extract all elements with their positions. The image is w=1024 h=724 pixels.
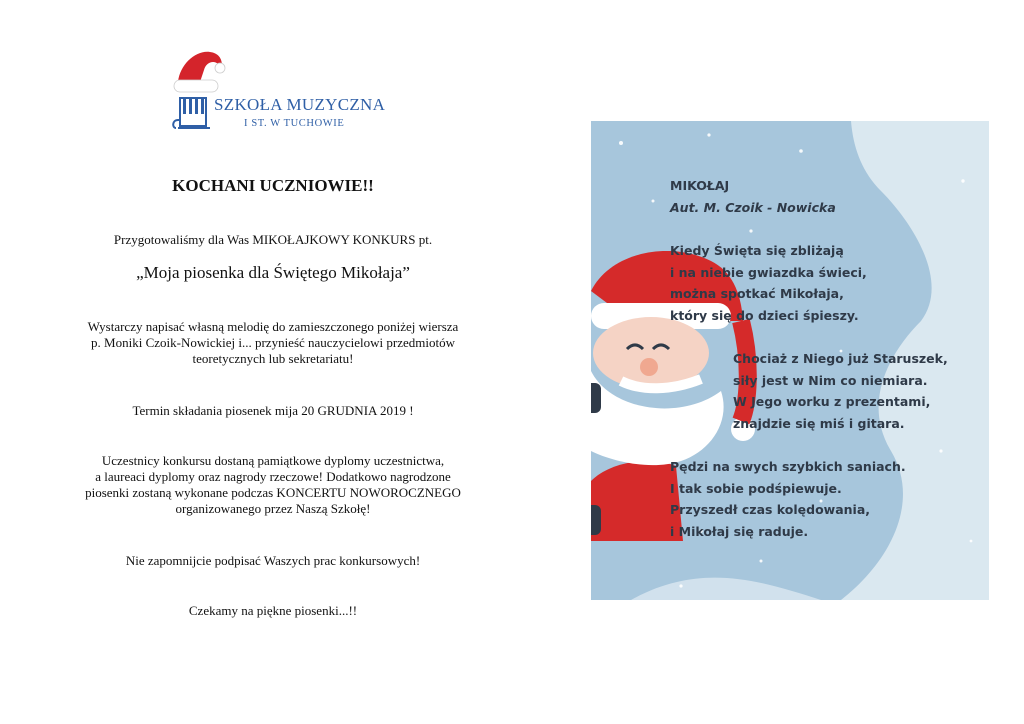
poem-line: Kiedy Święta się zbliżają [670, 243, 844, 258]
school-logo [170, 44, 400, 136]
poem-line: i na niebie gwiazdka świeci, [670, 264, 867, 280]
description-line: teoretycznych lub sekretariatu! [192, 351, 354, 366]
poem-line: który się do dzieci śpieszy. [670, 307, 859, 323]
poem-title: MIKOŁAJ [670, 178, 730, 193]
poem-line: Chociaż z Niego już Staruszek, [733, 351, 948, 366]
poem-line: Pędzi na swych szybkich saniach. [670, 459, 906, 474]
greeting-heading: KOCHANI UCZNIOWIE!! [172, 176, 374, 195]
poem-line: znajdzie się miś i gitara. [733, 415, 905, 431]
intro-text: Przygotowaliśmy dla Was MIKOŁAJKOWY KONKURS pt. [113, 232, 433, 247]
poem-line: można spotkać Mikołaja, [670, 286, 844, 301]
poem-line: Przyszedł czas kolędowania, [670, 502, 871, 517]
description-paragraph [40, 319, 506, 367]
poem-line: I tak sobie podśpiewuje. [670, 480, 842, 496]
poem-line: siły jest w Nim co niemiara. [733, 372, 928, 388]
description-line: p. Moniki Czoik-Nowickiej i... przynieść nauczycielowi przedmiotów [91, 335, 455, 350]
prizes-line: Uczestnicy konkursu dostaną pamiątkowe dyplomy uczestnictwa, [101, 453, 445, 468]
school-subtitle: I ST. W TUCHOWIE [244, 118, 345, 129]
poem-author: Aut. M. Czoik - Nowicka [670, 199, 836, 215]
poem-line: i Mikołaj się raduje. [670, 523, 809, 539]
prizes-paragraph [40, 453, 506, 517]
description-line: Wystarczy napisać własną melodię do zamieszczonego poniżej wiersza [87, 319, 459, 334]
prizes-line: organizowanego przez Naszą Szkołę! [175, 501, 371, 516]
poem-text [670, 175, 948, 542]
poem-line: W Jego worku z prezentami, [733, 394, 931, 409]
sign-reminder: Nie zapomnijcie podpisać Waszych prac konkursowych! [125, 553, 421, 568]
closing-text: Czekamy na piękne piosenki...!! [188, 603, 358, 618]
school-name: SZKOŁA MUZYCZNA [214, 95, 386, 114]
poem-card [591, 121, 989, 600]
prizes-line: a laureaci dyplomy oraz nagrody rzeczowe! Dodatkowo nagrodzone [95, 469, 451, 484]
contest-title: „Moja piosenka dla Świętego Mikołaja” [136, 263, 410, 282]
deadline-text: Termin składania piosenek mija 20 GRUDNIA 2019 ! [132, 403, 414, 418]
prizes-line: piosenki zostaną wykonane podczas KONCERTU NOWOROCZNEGO [85, 485, 461, 500]
